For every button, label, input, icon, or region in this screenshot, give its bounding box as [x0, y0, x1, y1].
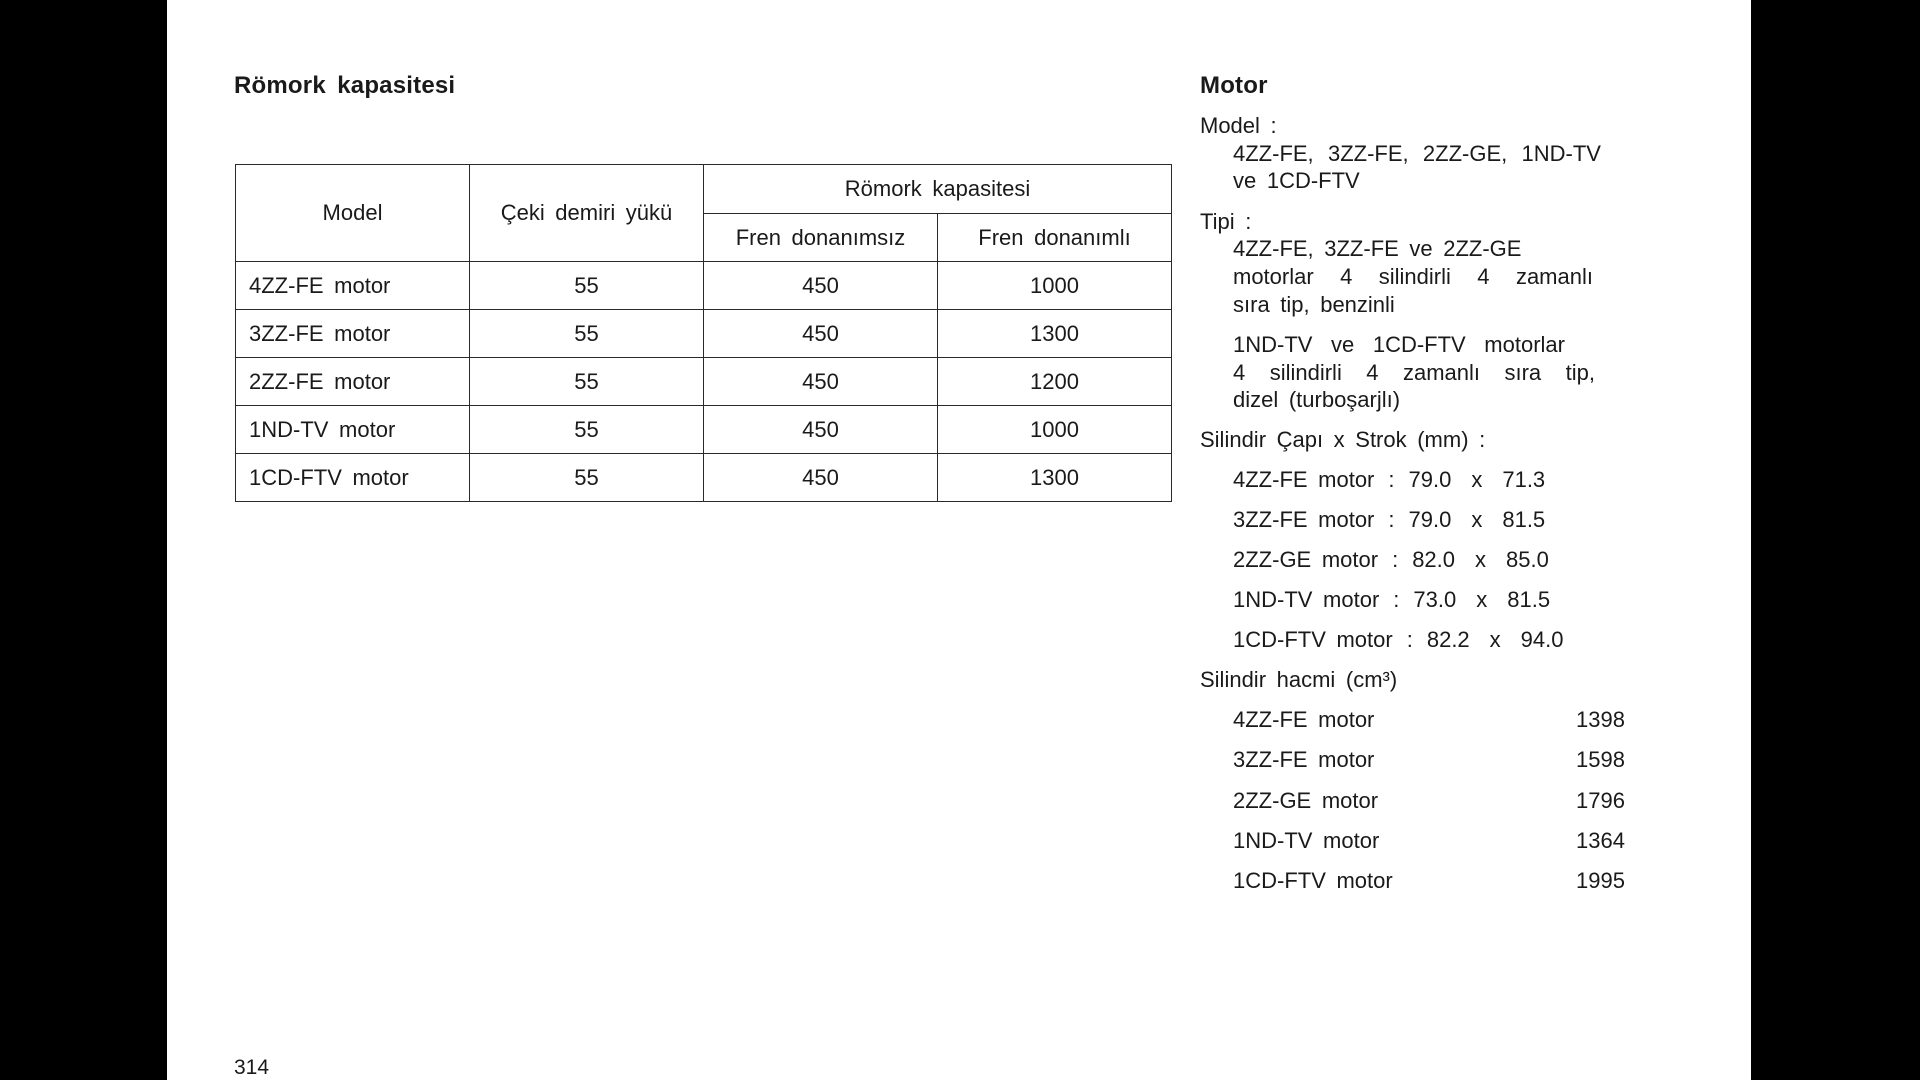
displacement-value: 1796	[1576, 788, 1625, 813]
separator: :	[1392, 547, 1399, 572]
word: 1ND-TV	[1233, 332, 1313, 357]
trailer-capacity-table	[235, 164, 1172, 502]
table-row	[236, 262, 1172, 310]
bore-stroke-row	[1233, 586, 1550, 614]
times-sign: x	[1489, 627, 1501, 652]
type-petrol-line: 4ZZ-FE, 3ZZ-FE ve 2ZZ-GE	[1233, 236, 1522, 261]
stroke-value: 71.3	[1502, 467, 1546, 492]
bore-value: 79.0	[1408, 507, 1452, 532]
word: 4	[1233, 360, 1246, 385]
bore-value: 79.0	[1408, 467, 1452, 492]
separator: :	[1388, 467, 1395, 492]
bore-value: 82.2	[1426, 627, 1470, 652]
cell-model: 2ZZ-FE motor	[236, 358, 470, 406]
times-sign: x	[1471, 467, 1483, 492]
word: motorlar	[1484, 332, 1565, 357]
model-code: 2ZZ-GE,	[1422, 141, 1508, 166]
engine-name: 3ZZ-FE motor	[1233, 747, 1375, 772]
displacement-value: 1364	[1576, 828, 1625, 853]
cell-tongue-load: 55	[470, 358, 704, 406]
type-diesel-line	[1233, 331, 1565, 359]
bore-value: 73.0	[1413, 587, 1457, 612]
model-list-line	[1233, 140, 1601, 168]
cell-model: 4ZZ-FE motor	[236, 262, 470, 310]
header-unbraked: Fren donanımsız	[704, 214, 938, 262]
word: silindirli	[1269, 360, 1342, 385]
times-sign: x	[1471, 507, 1483, 532]
cell-unbraked: 450	[704, 454, 938, 502]
cell-unbraked: 450	[704, 358, 938, 406]
type-petrol-line: sıra tip, benzinli	[1233, 292, 1395, 317]
header-trailer-capacity: Römork kapasitesi	[704, 165, 1172, 214]
engine-heading: Motor	[1200, 72, 1268, 99]
engine-name: 2ZZ-GE motor	[1233, 547, 1379, 572]
separator: :	[1393, 587, 1400, 612]
cell-model: 1CD-FTV motor	[236, 454, 470, 502]
bore-stroke-row	[1233, 626, 1564, 654]
displacement-row	[1233, 787, 1625, 815]
model-list-line-2: ve 1CD-FTV	[1233, 168, 1360, 193]
times-sign: x	[1476, 587, 1488, 612]
cell-braked: 1000	[938, 262, 1172, 310]
word: 4	[1477, 264, 1490, 289]
separator: :	[1406, 627, 1413, 652]
engine-name: 1CD-FTV motor	[1233, 627, 1393, 652]
header-tongue-load: Çeki demiri yükü	[470, 165, 704, 262]
separator: :	[1388, 507, 1395, 532]
type-label: Tipi :	[1200, 209, 1252, 234]
displacement-row	[1233, 706, 1625, 734]
bore-stroke-label: Silindir Çapı x Strok (mm) :	[1200, 427, 1486, 452]
word: motorlar	[1233, 264, 1314, 289]
trailer-capacity-heading: Römork kapasitesi	[234, 72, 456, 99]
cell-model: 3ZZ-FE motor	[236, 310, 470, 358]
bore-stroke-row	[1233, 546, 1549, 574]
type-petrol-line	[1233, 263, 1593, 291]
displacement-value: 1598	[1576, 747, 1625, 772]
times-sign: x	[1475, 547, 1487, 572]
displacement-value: 1398	[1576, 707, 1625, 732]
stroke-value: 85.0	[1506, 547, 1549, 572]
word: silindirli	[1378, 264, 1451, 289]
bore-stroke-row	[1233, 466, 1545, 494]
word: 4	[1340, 264, 1353, 289]
header-model: Model	[236, 165, 470, 262]
type-diesel-line	[1233, 359, 1595, 387]
cell-tongue-load: 55	[470, 454, 704, 502]
engine-name: 4ZZ-FE motor	[1233, 467, 1375, 492]
engine-name: 4ZZ-FE motor	[1233, 707, 1375, 732]
bore-value: 82.0	[1412, 547, 1456, 572]
table-row	[236, 454, 1172, 502]
displacement-value: 1995	[1576, 868, 1625, 893]
bore-stroke-row	[1233, 506, 1545, 534]
cell-model: 1ND-TV motor	[236, 406, 470, 454]
table-row	[236, 310, 1172, 358]
engine-name: 1ND-TV motor	[1233, 587, 1380, 612]
cell-braked: 1300	[938, 310, 1172, 358]
displacement-row	[1233, 746, 1625, 774]
manual-page	[167, 0, 1751, 1080]
cell-braked: 1200	[938, 358, 1172, 406]
displacement-row	[1233, 867, 1625, 895]
word: 4	[1366, 360, 1379, 385]
cell-tongue-load: 55	[470, 406, 704, 454]
header-braked: Fren donanımlı	[938, 214, 1172, 262]
word: tip,	[1565, 360, 1595, 385]
table-row	[236, 358, 1172, 406]
model-label: Model :	[1200, 113, 1277, 138]
engine-name: 3ZZ-FE motor	[1233, 507, 1375, 532]
stroke-value: 94.0	[1520, 627, 1564, 652]
model-code: 3ZZ-FE,	[1327, 141, 1409, 166]
engine-name: 1CD-FTV motor	[1233, 868, 1393, 893]
engine-name: 2ZZ-GE motor	[1233, 788, 1379, 813]
word: zamanlı	[1515, 264, 1593, 289]
word: 1CD-FTV	[1372, 332, 1466, 357]
engine-name: 1ND-TV motor	[1233, 828, 1380, 853]
displacement-label: Silindir hacmi (cm³)	[1200, 667, 1398, 692]
stroke-value: 81.5	[1507, 587, 1551, 612]
cell-tongue-load: 55	[470, 262, 704, 310]
cell-unbraked: 450	[704, 262, 938, 310]
table-row	[236, 406, 1172, 454]
displacement-row	[1233, 827, 1625, 855]
type-diesel-line: dizel (turboşarjlı)	[1233, 387, 1401, 412]
cell-unbraked: 450	[704, 310, 938, 358]
cell-unbraked: 450	[704, 406, 938, 454]
word: zamanlı	[1402, 360, 1481, 385]
cell-braked: 1300	[938, 454, 1172, 502]
cell-braked: 1000	[938, 406, 1172, 454]
model-code: 1ND-TV	[1521, 141, 1601, 166]
page-number: 314	[234, 1056, 270, 1079]
word: ve	[1331, 332, 1355, 357]
cell-tongue-load: 55	[470, 310, 704, 358]
model-code: 4ZZ-FE,	[1233, 141, 1314, 166]
word: sıra	[1504, 360, 1542, 385]
stroke-value: 81.5	[1502, 507, 1546, 532]
